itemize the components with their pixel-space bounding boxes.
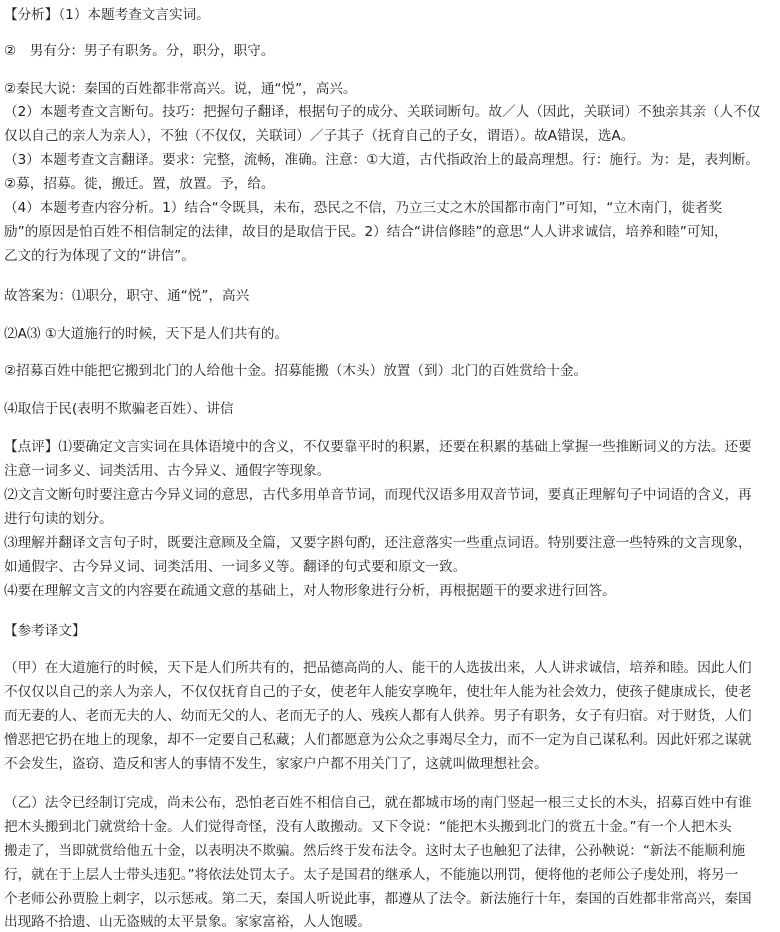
answer-line: 故答案为：⑴职分，职守、通“悦”，高兴	[4, 288, 250, 304]
comment-line: ⑵文言文断句时要注意古今异义词的意思，古代多用单音节词，而现代汉语多用双音节词，要真正理解句子中词语的含义，再	[4, 487, 752, 503]
answer-line: ⑵A⑶ ①大道施行的时候，天下是人们共有的。	[4, 326, 289, 342]
comment-line: ⑶理解并翻译文言句子时，既要注意顾及全篇，又要字斟句酌，还注意落实一些重点词语。特别要注意一些特殊的文言现象，	[4, 535, 752, 551]
translation-line: 憎恶把它扔在地上的现象，却不一定要自己私藏；人们都愿意为公众之事竭尽全力，而不一定为自己谋私利。因此奸邪之谋就	[4, 732, 752, 748]
comment-line: 注意一词多义、词类活用、古今异义、通假字等现象。	[4, 463, 331, 479]
text-line: 仅以自己的亲人为亲人），不独（不仅仅，关联词）／子其子（抚育自己的子女，谓语）。故A错误，选A。	[4, 128, 635, 144]
comment-line: 【点评】⑴要确定文言实词在具体语境中的含义，不仅要靠平时的积累，还要在积累的基础上掌握一些推断词义的方法。还要	[4, 439, 752, 455]
translation-heading: 【参考译文】	[4, 623, 86, 639]
translation-line: 而无妻的人、老而无夫的人、幼而无父的人、老而无子的人、残疾人都有人供养。男子有职务，女子有归宿。对于财货，人们	[4, 708, 752, 724]
text-line: 乙文的行为体现了文的“讲信”。	[4, 248, 195, 264]
translation-line: 不仅仅以自己的亲人为亲人，不仅仅抚育自己的子女，使老年人能安享晚年，使壮年人能为社会效力，使孩子健康成长，使老	[4, 684, 752, 700]
translation-line: 不会发生，盗窃、造反和害人的事情不发生，家家户户都不用关门了，这就叫做理想社会。	[4, 756, 548, 772]
analysis-heading-line: 【分析】（1）本题考查文言实词。	[4, 7, 210, 23]
text-line: （2）本题考查文言断句。技巧：把握句子翻译，根据句子的成分、关联词断句。故／人（因此，关联词）不独亲其亲（人不仅	[4, 104, 761, 120]
answer-line: ⑷取信于民(表明不欺骗老百姓）、讲信	[4, 401, 234, 417]
translation-line: 把木头搬到北门就赏给十金。人们觉得奇怪，没有人敢搬动。又下令说：“能把木头搬到北门的赏五十金。”有一个人把木头	[4, 819, 732, 835]
translation-line: 个老师公孙贾脸上刺字，以示惩戒。第二天，秦国人听说此事，都遵从了法令。新法施行十年，秦国的百姓都非常高兴，秦国	[4, 891, 752, 907]
text-line: 励”的原因是怕百姓不相信制定的法律，故目的是取信于民。2）结合“讲信修睦”的意思“人人讲求诚信，培养和睦”可知，	[4, 224, 728, 240]
translation-line: （乙）法令已经制订完成，尚未公布，恐怕老百姓不相信自己，就在都城市场的南门竖起一根三丈长的木头，招募百姓中有谁	[4, 795, 752, 811]
translation-line: 搬走了，当即就赏给他五十金，以表明决不欺骗。然后终于发布法令。这时太子也触犯了法律，公孙鞅说：“新法不能顺利施	[4, 843, 746, 859]
text-line: ② 男有分：男子有职务。分，职分，职守。	[4, 43, 275, 59]
comment-line: 进行句读的划分。	[4, 511, 113, 527]
text-line: （4）本题考查内容分析。1）结合“令既具，未布，恐民之不信，乃立三丈之木於国都市南门”可知，“立木南门，徙者奖	[4, 200, 723, 216]
translation-line: （甲）在大道施行的时候，天下是人们所共有的，把品德高尚的人、能干的人选拔出来，人人讲求诚信，培养和睦。因此人们	[4, 660, 752, 676]
text-line: ②秦民大说：秦国的百姓都非常高兴。说，通“悦”，高兴。	[4, 81, 357, 97]
translation-line: 出现路不拾遗、山无盗贼的太平景象。家家富裕，人人饱暖。	[4, 914, 372, 930]
text-line: （3）本题考查文言翻译。要求：完整，流畅，准确。注意：①大道，古代指政治上的最高理想。行：施行。为：是，表判断。	[4, 152, 759, 168]
answer-line: ②招募百姓中能把它搬到北门的人给他十金。招募能搬（木头）放置（到）北门的百姓赏给十金。	[4, 363, 588, 379]
comment-line: ⑷要在理解文言文的内容要在疏通文意的基础上，对人物形象进行分析，再根据题干的要求进行回答。	[4, 583, 616, 599]
text-line: ②募，招募。徙，搬迁。置，放置。予，给。	[4, 176, 275, 192]
translation-line: 行，就在于上层人士带头违犯。”将依法处罚太子。太子是国君的继承人，不能施以刑罚，便将他的老师公子虔处刑，将另一	[4, 867, 739, 883]
comment-line: 如通假字、古今异义词、词类活用、一词多义等。翻译的句式要和原文一致。	[4, 559, 467, 575]
